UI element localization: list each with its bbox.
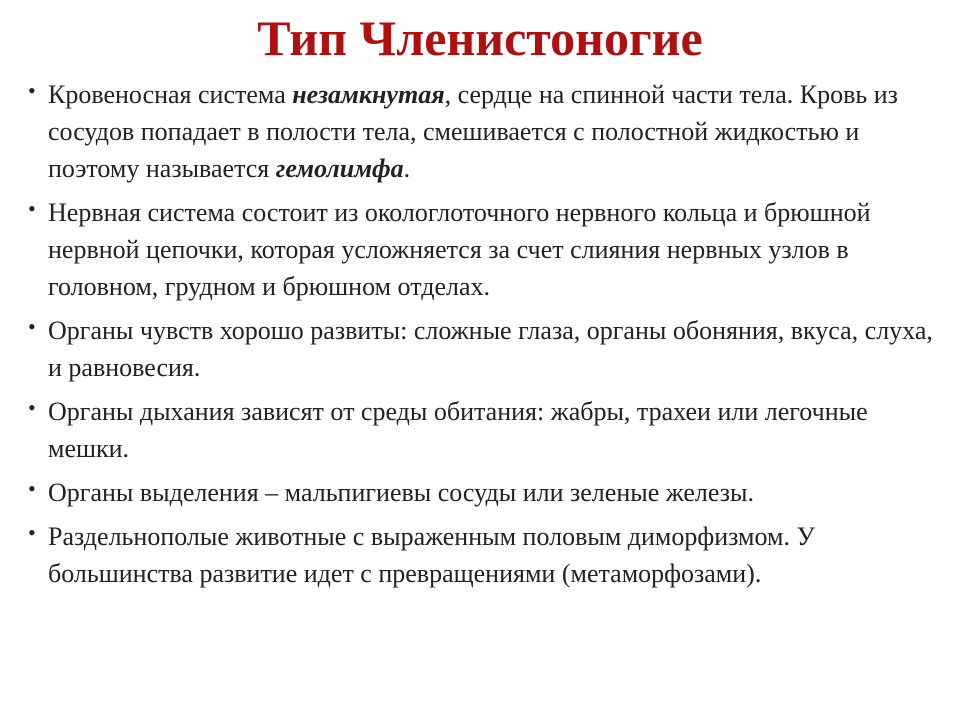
bullet-text: Нервная система состоит из окологлоточного нервного кольца и брюшной нервной цепочки, которая усложняется за счет слияния нервных узлов в головном, грудном и брюшном отделах. xyxy=(48,198,871,301)
bullet-emphasis: незамкнутая xyxy=(292,80,445,109)
bullet-dot-icon: • xyxy=(28,476,36,501)
bullet-item-excretory xyxy=(28,474,940,511)
bullet-dot-icon: • xyxy=(28,520,36,545)
bullet-emphasis: гемолимфа xyxy=(275,154,404,183)
bullet-dot-icon: • xyxy=(28,78,36,103)
bullet-text: Органы чувств хорошо развиты: сложные глаза, органы обоняния, вкуса, слуха, и равновесия. xyxy=(48,316,933,382)
bullet-dot-icon: • xyxy=(28,314,36,339)
bullet-text: Органы выделения – мальпигиевы сосуды или зеленые железы. xyxy=(48,478,754,507)
bullet-list xyxy=(28,76,940,599)
bullet-text: . xyxy=(403,154,411,183)
bullet-dot-icon: • xyxy=(28,196,36,221)
bullet-item-respiratory xyxy=(28,393,940,467)
bullet-item-nervous xyxy=(28,194,940,305)
bullet-item-senses xyxy=(28,312,940,386)
slide-title: Тип Членистоногие xyxy=(257,10,703,66)
bullet-text: Кровеносная система xyxy=(48,80,293,109)
bullet-text: , сердце на спинной части тела. Кровь из сосудов попадает в полости тела, смешивается с полостной жидкостью и поэтому называется xyxy=(48,80,898,183)
bullet-text: Раздельнополые животные с выраженным половым диморфизмом. У большинства развитие идет с превращениями (метаморфозами). xyxy=(48,522,815,588)
bullet-item-circulatory xyxy=(28,76,940,187)
bullet-dot-icon: • xyxy=(28,395,36,420)
bullet-text: Органы дыхания зависят от среды обитания: жабры, трахеи или легочные мешки. xyxy=(48,397,868,463)
bullet-item-reproduction xyxy=(28,518,940,592)
